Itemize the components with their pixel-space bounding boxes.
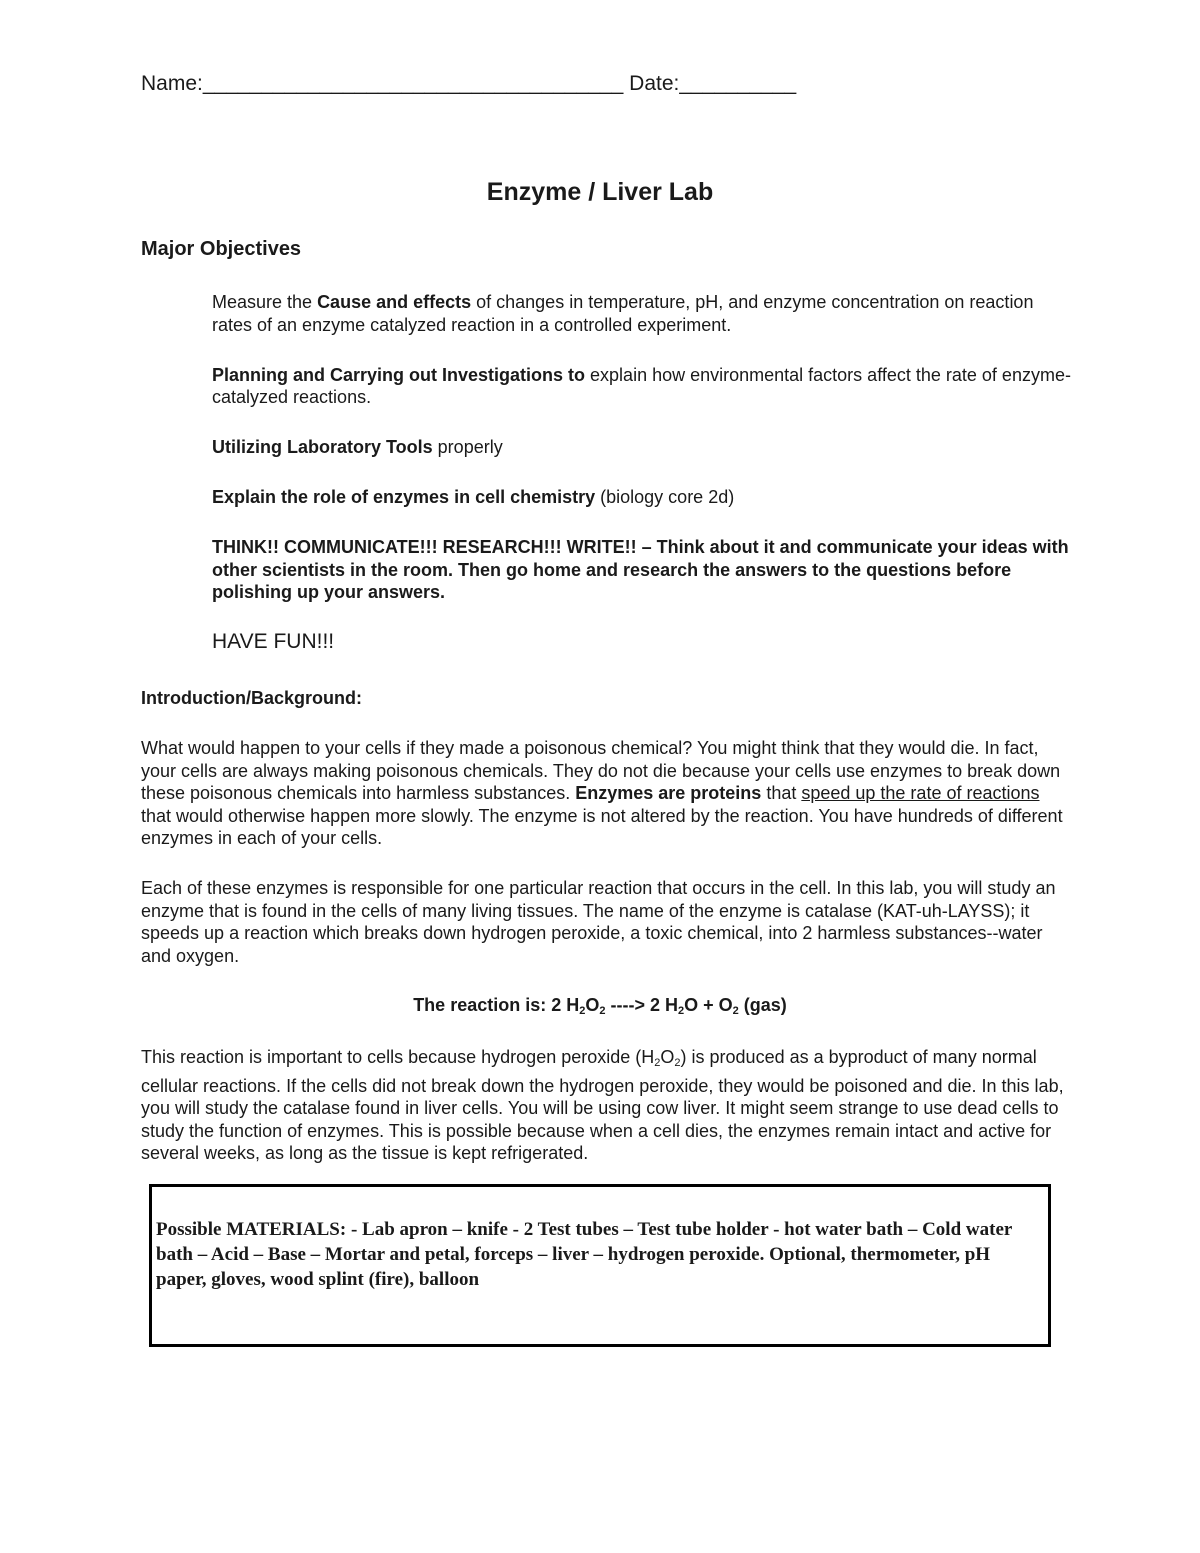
- objective-5: THINK!! COMMUNICATE!!! RESEARCH!!! WRITE!! – Think about it and communicate your ideas with other scientists in the room. Then go home and research the answers to the questions before polishing up your answers.: [212, 537, 1069, 602]
- intro-p1-bold: Enzymes are proteins: [575, 783, 762, 803]
- reaction-part: (gas): [738, 995, 787, 1015]
- objective-3-bold: Utilizing Laboratory Tools: [212, 437, 433, 457]
- name-label: Name:: [141, 72, 203, 95]
- objective-1-text: Measure the: [212, 292, 318, 312]
- objective-2-rest: explain how environmental factors affect the rate of enzyme-catalyzed reactions.: [212, 364, 1071, 407]
- intro-paragraph-2: Each of these enzymes is responsible for one particular reaction that occurs in the cell. In this lab, you will study an enzyme that is found in the cells of many living tissues. The name of the enzyme is catalase (KAT-uh-LAYSS); it speeds up a reaction which breaks down hydrogen peroxide, a toxic chemical, into 2 harmless substances--water and oxygen.: [141, 878, 1056, 966]
- intro-p3-text: This reaction is important to cells because hydrogen peroxide (H: [141, 1047, 655, 1067]
- reaction-part: ----> 2 H: [605, 995, 679, 1015]
- intro-p3-sub: 2: [654, 1057, 661, 1069]
- objective-4-rest: (biology core 2d): [595, 487, 735, 507]
- objective-1-bold: Cause and effects: [317, 292, 472, 312]
- objective-1-rest: of changes in temperature, pH, and enzyme concentration on reaction rates of an enzyme catalyzed reaction in a controlled experiment.: [212, 292, 1034, 335]
- objective-4-bold: Explain the role of enzymes in cell chemistry: [212, 487, 596, 507]
- intro-p1-rest: that would otherwise happen more slowly. The enzyme is not altered by the reaction. You have hundreds of different enzymes in each of your cells.: [141, 805, 1063, 848]
- intro-p1-text: What would happen to your cells if they made a poisonous chemical? You might think that they would die. In fact, your cells are always making poisonous chemicals. They do not die because your cells use enzymes to break down these poisonous chemicals into harmless substances.: [141, 738, 1061, 803]
- date-label: Date:: [629, 72, 680, 95]
- reaction-sub: 2: [678, 1005, 685, 1017]
- objective-2: [212, 364, 1072, 409]
- reaction-equation: [0, 995, 1200, 1017]
- reaction-sub: 2: [579, 1005, 586, 1017]
- reaction-sub: 2: [599, 1005, 606, 1017]
- date-blank: __________: [679, 72, 797, 95]
- name-blank: ____________________________________: [202, 72, 624, 95]
- objective-2-bold: Planning and Carrying out Investigations to: [212, 364, 586, 385]
- objective-1: [212, 291, 1072, 336]
- objective-4: [212, 486, 1072, 509]
- reaction-lead: The reaction is: 2 H: [413, 995, 580, 1015]
- name-date-line: [141, 72, 796, 96]
- materials-box: [149, 1184, 1051, 1347]
- objectives-list: [212, 291, 1072, 681]
- objective-3: [212, 436, 1072, 459]
- intro-heading: Introduction/Background:: [141, 688, 362, 708]
- intro-p3-part: O: [660, 1047, 675, 1067]
- intro-p1-that: that: [761, 783, 802, 803]
- reaction-sub: 2: [732, 1005, 739, 1017]
- reaction-part: O: [585, 995, 600, 1015]
- page-title: Enzyme / Liver Lab: [486, 178, 714, 206]
- intro-paragraph-1: [141, 737, 1071, 850]
- have-fun-text: HAVE FUN!!!: [212, 630, 335, 653]
- reaction-part: O + O: [684, 995, 733, 1015]
- objectives-heading: Major Objectives: [141, 238, 302, 260]
- objective-3-rest: properly: [432, 437, 503, 457]
- intro-p3-rest: ) is produced as a byproduct of many normal cellular reactions. If the cells did not break down the hydrogen peroxide, they would be poisoned and die. In this lab, you will study the catalase found in liver cells. You will be using cow liver. It might seem strange to use dead cells to study the function of enzymes. This is possible because when a cell dies, the enzymes remain intact and active for several weeks, as long as the tissue is kept refrigerated.: [141, 1047, 1064, 1163]
- intro-p1-underline: speed up the rate of reactions: [801, 783, 1040, 803]
- materials-text: Possible MATERIALS: - Lab apron – knife - 2 Test tubes – Test tube holder - hot water bath – Cold water bath – Acid – Base – Mortar and petal, forceps – liver – hydrogen peroxide. Optional, thermometer, pH paper, gloves, wood splint (fire), balloon: [156, 1219, 1012, 1290]
- intro-paragraph-3: [141, 1046, 1071, 1165]
- intro-p3-sub: 2: [674, 1057, 681, 1069]
